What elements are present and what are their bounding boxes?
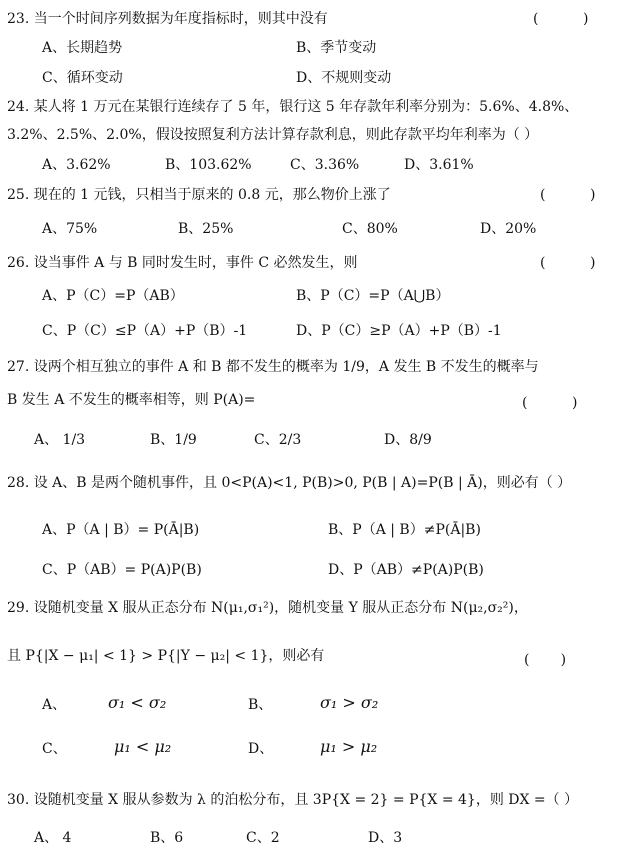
- question-24-stem: 24. 某人将 1 万元在某银行连续存了 5 年，银行这 5 年存款年利率分别为：5.6%、4.8%、: [7, 99, 579, 115]
- option-24-d: D、3.61%: [404, 157, 474, 173]
- question-23-answer-paren: ( ): [533, 11, 589, 27]
- option-30-a: A、 4: [34, 830, 72, 846]
- option-27-c: C、2/3: [254, 432, 302, 448]
- option-30-c: C、2: [246, 830, 280, 846]
- option-26-d: D、P（C）≥P（A）+P（B）-1: [296, 323, 502, 339]
- question-29-stem-line-2: 且 P{|X − μ₁| < 1} > P{|Y − μ₂| < 1}，则必有: [7, 648, 325, 664]
- option-24-c: C、3.36%: [290, 157, 360, 173]
- option-29-c-expr: μ₁ < μ₂: [114, 737, 172, 756]
- option-25-c: C、80%: [342, 221, 398, 237]
- question-27-stem: 27. 设两个相互独立的事件 A 和 B 都不发生的概率为 1/9，A 发生 B 不发生的概率与: [7, 359, 539, 375]
- option-29-c-label: C、: [42, 741, 67, 757]
- option-25-b: B、25%: [178, 221, 234, 237]
- question-23-stem: 23. 当一个时间序列数据为年度指标时，则其中没有: [7, 11, 328, 27]
- option-30-d: D、3: [368, 830, 403, 846]
- option-23-d: D、不规则变动: [296, 70, 392, 86]
- option-29-d-expr: μ₁ > μ₂: [320, 737, 378, 756]
- option-29-b-expr: σ₁ > σ₂: [320, 693, 379, 712]
- question-29-answer-paren: ( ): [524, 652, 567, 668]
- question-30-stem: 30. 设随机变量 X 服从参数为 λ 的泊松分布，且 3P{X = 2} = P{X = 4}，则 DX =（ ）: [7, 792, 579, 808]
- option-28-c: C、P（AB）= P(A)P(B): [42, 562, 202, 578]
- option-28-a: A、P（A | B）= P(Ā|B): [42, 522, 200, 538]
- option-24-a: A、3.62%: [42, 157, 111, 173]
- option-26-c: C、P（C）≤P（A）+P（B）-1: [42, 323, 248, 339]
- question-26-answer-paren: ( ): [540, 255, 596, 271]
- question-29-stem: 29. 设随机变量 X 服从正态分布 N(μ₁,σ₁²)，随机变量 Y 服从正态分布 N(μ₂,σ₂²)，: [7, 600, 528, 616]
- option-26-a: A、P（C）=P（AB）: [42, 288, 184, 304]
- option-26-b: B、P（C）=P（A⋃B）: [296, 288, 450, 304]
- option-27-a: A、 1/3: [34, 432, 86, 448]
- option-28-d: D、P（AB）≠P(A)P(B): [328, 562, 484, 578]
- option-29-b-label: B、: [248, 697, 273, 713]
- question-27-stem-line-2: B 发生 A 不发生的概率相等，则 P(A)=: [7, 392, 256, 408]
- option-24-b: B、103.62%: [165, 157, 252, 173]
- option-25-d: D、20%: [480, 221, 537, 237]
- question-26-stem: 26. 设当事件 A 与 B 同时发生时，事件 C 必然发生，则: [7, 255, 358, 271]
- question-25-stem: 25. 现在的 1 元钱，只相当于原来的 0.8 元，那么物价上涨了: [7, 187, 391, 203]
- option-29-a-label: A、: [42, 697, 67, 713]
- option-29-d-label: D、: [248, 741, 274, 757]
- question-25-answer-paren: ( ): [540, 187, 596, 203]
- option-23-b: B、季节变动: [296, 40, 377, 56]
- option-25-a: A、75%: [42, 221, 98, 237]
- option-23-a: A、长期趋势: [42, 40, 123, 56]
- option-29-a-expr: σ₁ < σ₂: [108, 693, 167, 712]
- option-27-b: B、1/9: [150, 432, 197, 448]
- question-27-answer-paren: ( ): [522, 395, 578, 411]
- question-28-stem: 28. 设 A、B 是两个随机事件，且 0<P(A)<1, P(B)>0, P(B | A)=P(B | Ā)，则必有（ ）: [7, 475, 572, 491]
- option-28-b: B、P（A | B）≠P(Ā|B): [328, 522, 481, 538]
- option-30-b: B、6: [150, 830, 184, 846]
- option-23-c: C、循环变动: [42, 70, 123, 86]
- option-27-d: D、8/9: [384, 432, 432, 448]
- question-24-stem-line-2: 3.2%、2.5%、2.0%，假设按照复利方法计算存款利息，则此存款平均年利率为（ ）: [7, 127, 539, 143]
